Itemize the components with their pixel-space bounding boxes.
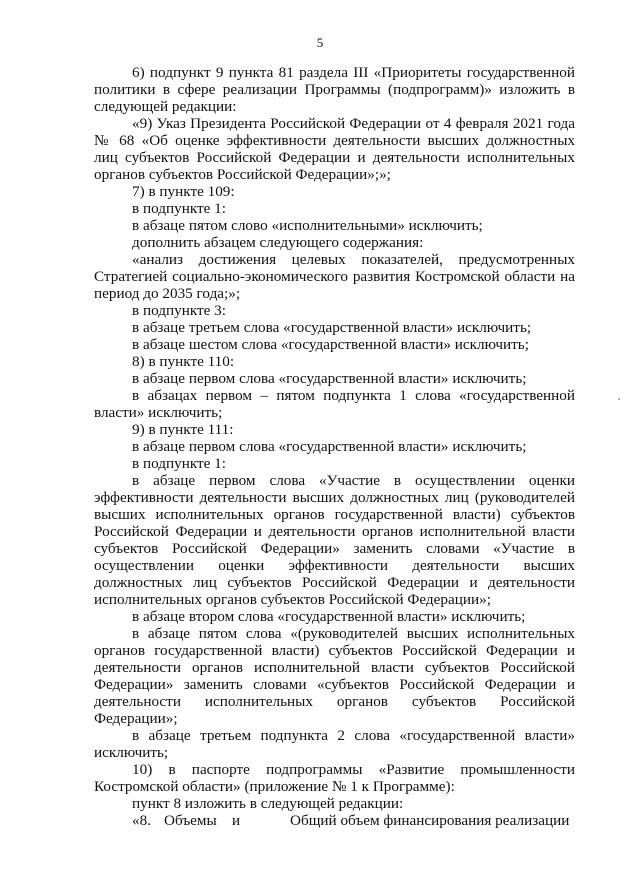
margin-mark [618, 398, 620, 400]
passport-row-value: Общий объем финансирования реализации [290, 812, 570, 829]
paragraph-abzac-6: в абзаце шестом слова «государственной власти» исключить; [132, 336, 529, 353]
paragraph-add-abzac: дополнить абзацем следующего содержания: [132, 234, 424, 251]
paragraph-analysis-quote: «анализ достижения целевых показателей, предусмотренных Стратегией социально-экономического развития Костромской области на период до 2035 года;»; [94, 251, 575, 302]
paragraph-item-6: 6) подпункт 9 пункта 81 раздела III «Приоритеты государственной политики в сфере реализации Программы (подпрограмм)» изложить в следующей редакции: [94, 64, 575, 115]
document-body [94, 64, 575, 829]
paragraph-subitem-1-b: в подпункте 1: [132, 455, 226, 472]
paragraph-subitem-3: в подпункте 3: [132, 302, 226, 319]
passport-row-label-1: Объемы [164, 812, 217, 829]
paragraph-item-8: 8) в пункте 110: [132, 353, 235, 370]
paragraph-abzac-2: в абзаце втором слова «государственной власти» исключить; [132, 608, 526, 625]
paragraph-item-9: 9) в пункте 111: [132, 421, 234, 438]
paragraph-abzac-1: в абзаце первом слова «государственной власти» исключить; [132, 370, 527, 387]
paragraph-item-8-edit: пункт 8 изложить в следующей редакции: [132, 795, 404, 812]
paragraph-item-10: 10) в паспорте подпрограммы «Развитие промышленности Костромской области» (приложение № 1 к Программе): [94, 761, 575, 795]
paragraph-abzac-1-5: в абзацах первом – пятом подпункта 1 слова «государственной власти» исключить; [94, 387, 575, 421]
paragraph-decree-quote: «9) Указ Президента Российской Федерации от 4 февраля 2021 года № 68 «Об оценке эффективности деятельности высших должностных лиц субъектов Российской Федерации и деятельности исполнительных органов субъектов Российской Федерации»;»; [94, 115, 575, 183]
paragraph-abzac-5-replace: в абзаце пятом слова «(руководителей высших исполнительных органов государственной власти) субъектов Российской Федерации и деятельности органов исполнительной власти субъектов Российской Федерации» заменить словами «субъектов Российской Федерации и деятельности исполнительных органов субъектов Российской Федерации»; [94, 625, 575, 727]
paragraph-abzac-3: в абзаце третьем слова «государственной власти» исключить; [132, 319, 532, 336]
paragraph-subitem-2: в абзаце третьем подпункта 2 слова «государственной власти» исключить; [94, 727, 575, 761]
paragraph-abzac-1-replace: в абзаце первом слова «Участие в осуществлении оценки эффективности деятельности высших должностных лиц (руководителей высших исполнительных органов государственной власти) субъектов Российской Федерации и деятельности органов исполнительной власти субъектов Российской Федерации» заменить словами «Участие в осуществлении оценки эффективности деятельности высших должностных лиц субъектов Российской Федерации и деятельности исполнительных органов субъектов Российской Федерации»; [94, 472, 575, 608]
passport-row-label-2: и [232, 812, 241, 829]
paragraph-abzac-5: в абзаце пятом слово «исполнительными» исключить; [132, 217, 483, 234]
passport-table-row [94, 812, 575, 829]
paragraph-item-7: 7) в пункте 109: [132, 183, 235, 200]
page-number: 5 [316, 35, 324, 50]
paragraph-abzac-1-b: в абзаце первом слова «государственной власти» исключить; [132, 438, 527, 455]
paragraph-subitem-1: в подпункте 1: [132, 200, 226, 217]
passport-row-number: «8. [132, 812, 151, 829]
